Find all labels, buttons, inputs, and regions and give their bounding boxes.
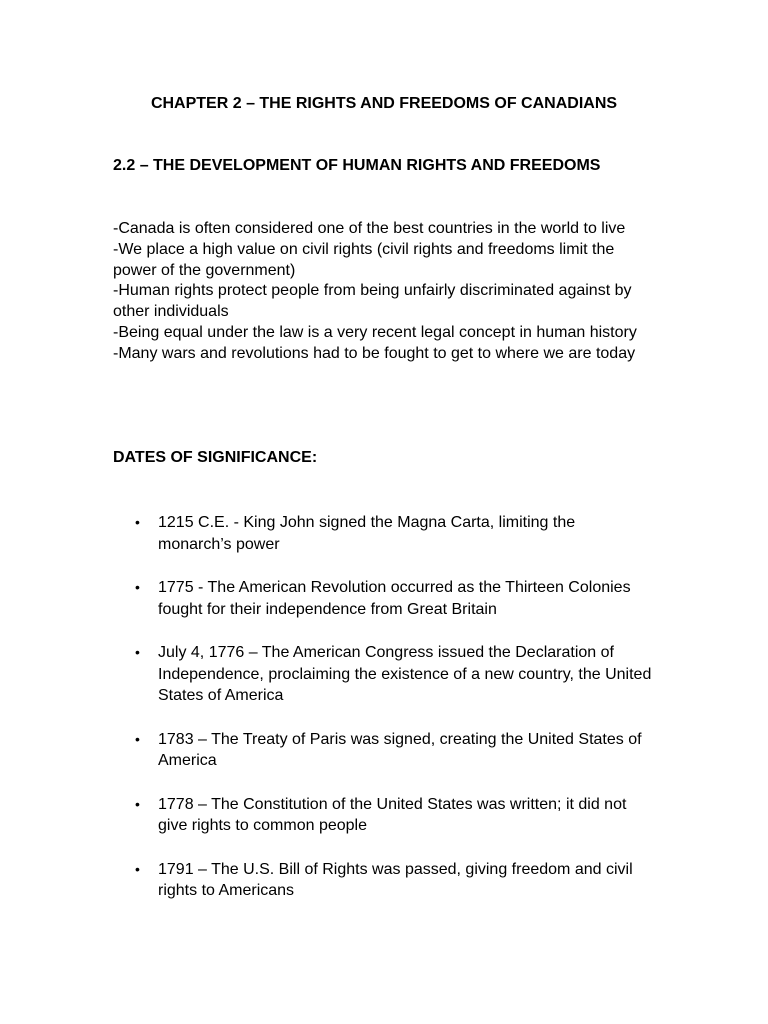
list-item-text: 1783 – The Treaty of Paris was signed, creating the United States of America — [158, 730, 642, 769]
list-item-text: 1775 - The American Revolution occurred as the Thirteen Colonies fought for their independence from Great Britain — [158, 579, 631, 618]
bullet-icon: • — [135, 579, 140, 595]
list-item-text: July 4, 1776 – The American Congress issued the Declaration of Independence, proclaiming the existence of a new country, the United States of America — [158, 644, 652, 704]
bullet-icon: • — [135, 514, 140, 530]
intro-line: -Canada is often considered one of the best countries in the world to live — [113, 220, 626, 237]
list-item — [113, 642, 653, 707]
list-item — [113, 859, 653, 902]
intro-line: -Many wars and revolutions had to be fought to get to where we are today — [113, 344, 636, 362]
bullet-icon: • — [135, 860, 140, 877]
section-heading: 2.2 – THE DEVELOPMENT OF HUMAN RIGHTS AND FREEDOMS — [113, 157, 601, 174]
intro-line: -We place a high value on civil rights (civil rights and freedoms limit the power of the government) — [113, 240, 615, 279]
list-item — [113, 794, 653, 837]
list-item — [113, 512, 653, 555]
intro-paragraphs — [113, 219, 653, 365]
chapter-title: CHAPTER 2 – THE RIGHTS AND FREEDOMS OF CANADIANS — [150, 95, 618, 112]
bullet-icon: • — [135, 730, 140, 747]
list-item-text: 1215 C.E. - King John signed the Magna Carta, limiting the monarch’s power — [158, 514, 576, 553]
list-item — [113, 729, 653, 772]
bullet-icon: • — [135, 795, 140, 812]
list-item — [113, 577, 653, 620]
dates-list — [113, 512, 653, 924]
bullet-icon: • — [135, 644, 140, 660]
dates-heading: DATES OF SIGNIFICANCE: — [113, 449, 318, 466]
intro-line: -Being equal under the law is a very recent legal concept in human history — [113, 323, 637, 341]
list-item-text: 1778 – The Constitution of the United States was written; it did not give rights to common people — [158, 795, 627, 834]
intro-line: -Human rights protect people from being unfairly discriminated against by other individuals — [113, 282, 632, 321]
list-item-text: 1791 – The U.S. Bill of Rights was passed, giving freedom and civil rights to Americans — [158, 860, 633, 899]
